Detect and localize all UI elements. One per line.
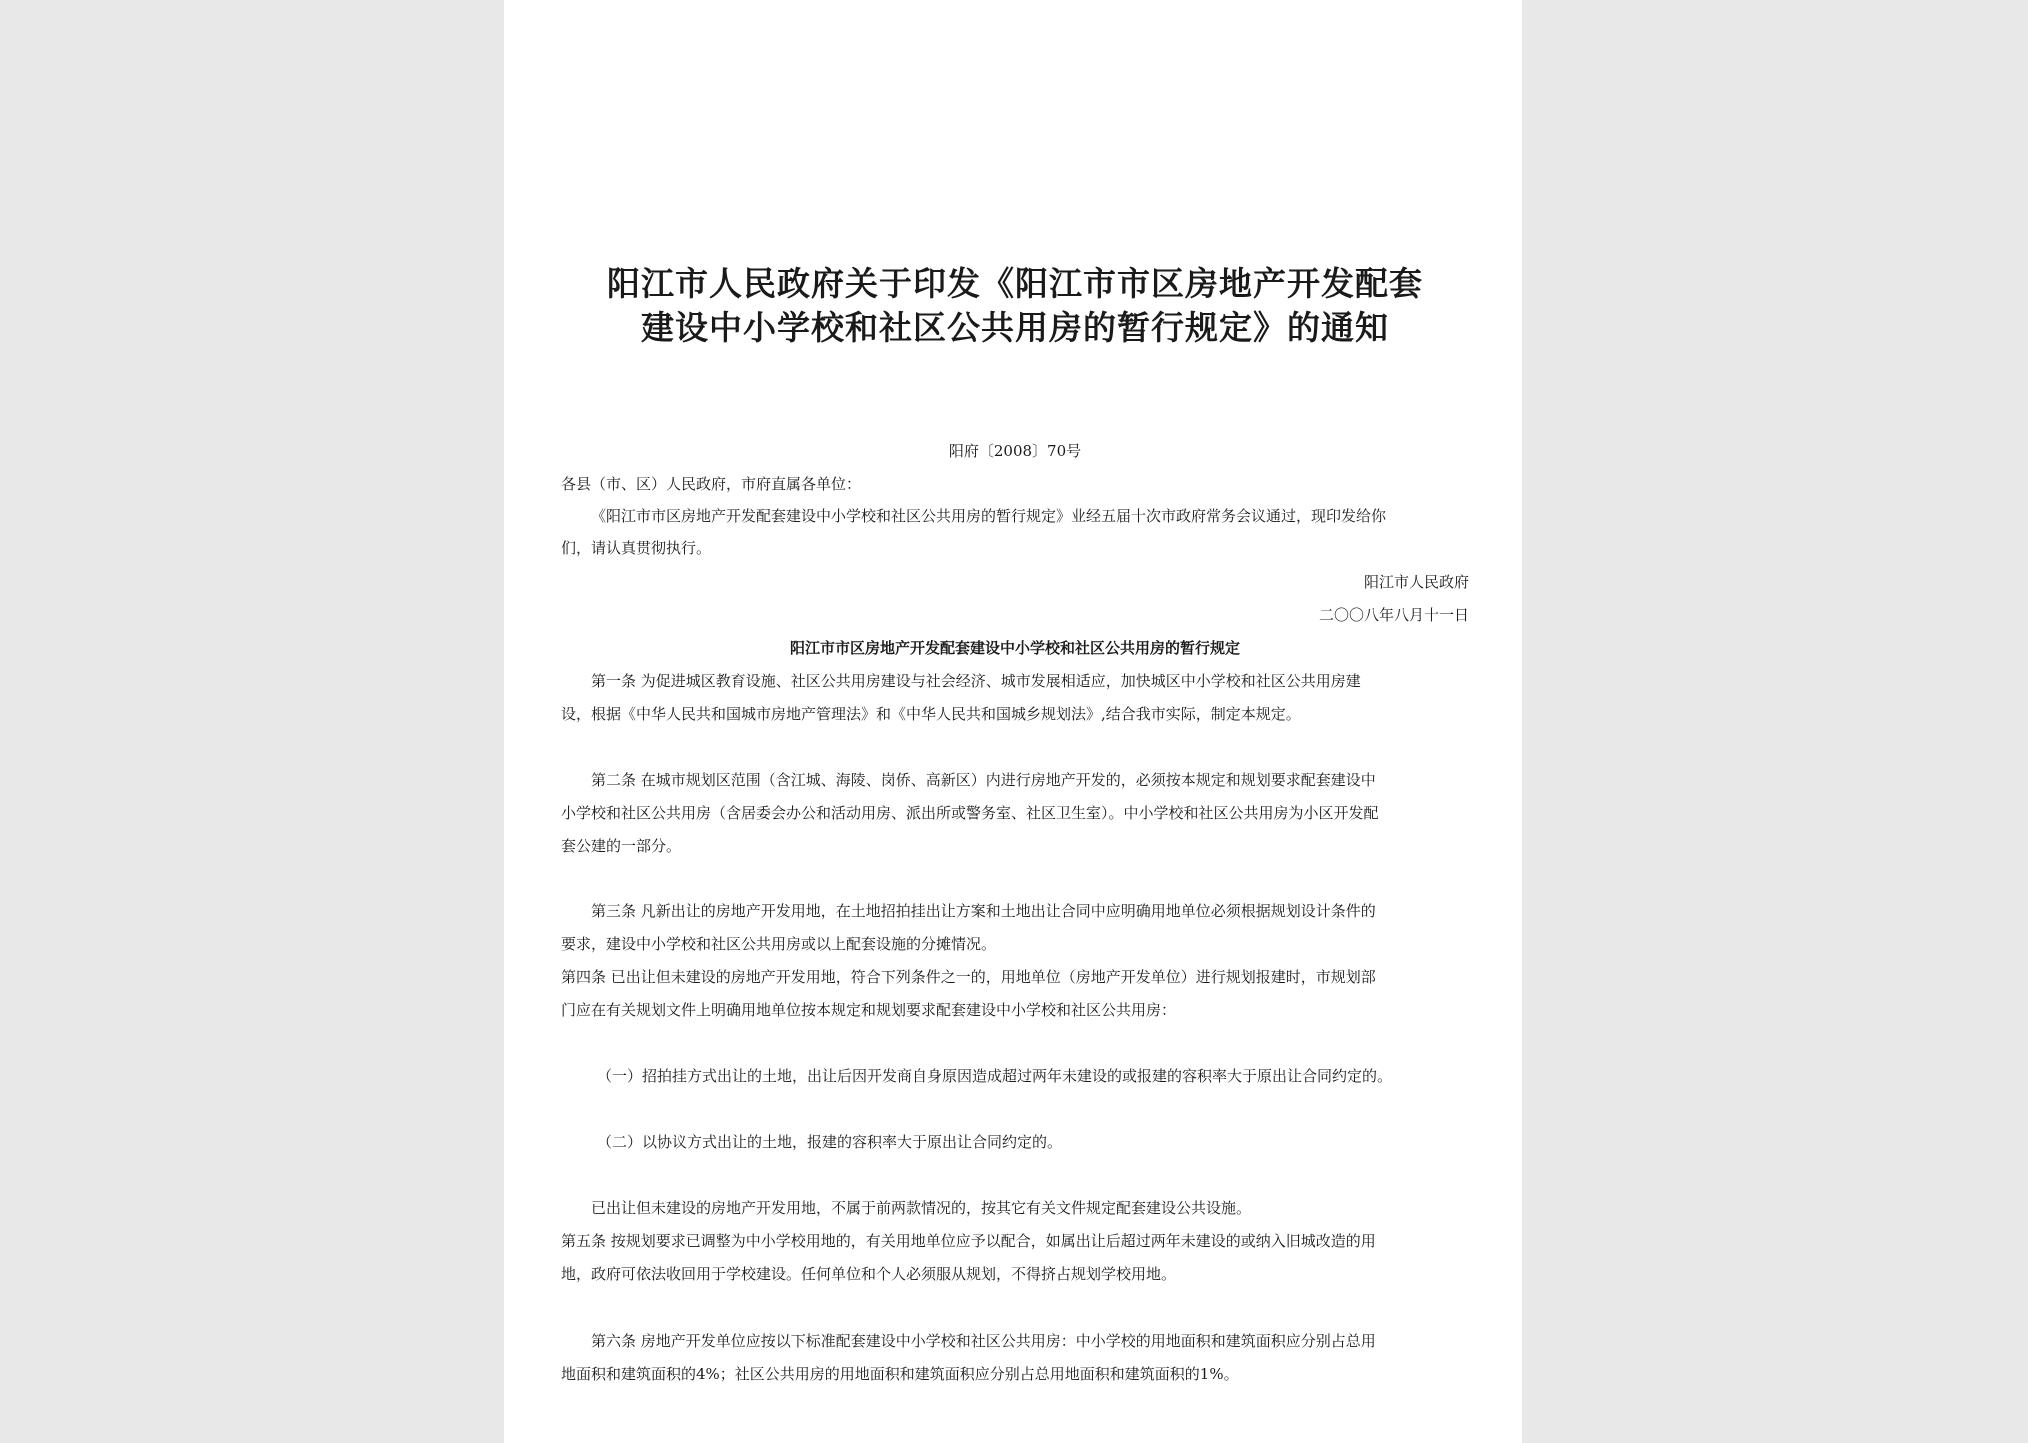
article-6-line-2: 地面积和建筑面积的4%；社区公共用房的用地面积和建筑面积应分别占总用地面积和建筑面积的1%。 (561, 1365, 1239, 1383)
notice-title-line-1: 阳江市人民政府关于印发《阳江市市区房地产开发配套 (607, 264, 1423, 303)
article-2-line-3: 套公建的一部分。 (561, 837, 682, 855)
article-3-line-1: 第三条 凡新出让的房地产开发用地，在土地招拍挂出让方案和土地出让合同中应明确用地单位必须根据规划设计条件的 (591, 902, 1376, 920)
article-2-line-2: 小学校和社区公共用房（含居委会办公和活动用房、派出所或警务室、社区卫生室）。中小学校和社区公共用房为小区开发配 (561, 804, 1379, 822)
article-4-line-2: 门应在有关规划文件上明确用地单位按本规定和规划要求配套建设中小学校和社区公共用房： (561, 1001, 1177, 1019)
regulation-title: 阳江市市区房地产开发配套建设中小学校和社区公共用房的暂行规定 (789, 639, 1240, 657)
article-1-line-1: 第一条 为促进城区教育设施、社区公共用房建设与社会经济、城市发展相适应，加快城区中小学校和社区公共用房建 (591, 672, 1361, 690)
issue-date: 二〇〇八年八月十一日 (1318, 606, 1469, 624)
article-3-line-2: 要求，建设中小学校和社区公共用房或以上配套设施的分摊情况。 (561, 935, 997, 953)
issuer: 阳江市人民政府 (1363, 573, 1469, 591)
article-4-other: 已出让但未建设的房地产开发用地，不属于前两款情况的，按其它有关文件规定配套建设公共设施。 (591, 1199, 1252, 1217)
article-2-line-1: 第二条 在城市规划区范围（含江城、海陵、岗侨、高新区）内进行房地产开发的，必须按本规定和规划要求配套建设中 (591, 771, 1376, 789)
notice-title-line-2: 建设中小学校和社区公共用房的暂行规定》的通知 (641, 308, 1389, 347)
document-page (504, 0, 1522, 1443)
article-1-line-2: 设，根据《中华人民共和国城市房地产管理法》和《中华人民共和国城乡规划法》,结合我市实际，制定本规定。 (561, 705, 1301, 723)
recipients: 各县（市、区）人民政府，市府直属各单位： (561, 475, 862, 493)
article-4-line-1: 第四条 已出让但未建设的房地产开发用地，符合下列条件之一的，用地单位（房地产开发单位）进行规划报建时，市规划部 (561, 968, 1376, 986)
article-4-item-2: （二）以协议方式出让的土地，报建的容积率大于原出让合同约定的。 (597, 1133, 1063, 1151)
document-number: 阳府〔2008〕70号 (948, 442, 1082, 460)
article-5-line-1: 第五条 按规划要求已调整为中小学校用地的，有关用地单位应予以配合，如属出让后超过两年未建设的或纳入旧城改造的用 (561, 1232, 1376, 1250)
article-5-line-2: 地，政府可依法收回用于学校建设。任何单位和个人必须服从规划，不得挤占规划学校用地。 (561, 1265, 1177, 1283)
intro-line-1: 《阳江市市区房地产开发配套建设中小学校和社区公共用房的暂行规定》业经五届十次市政府常务会议通过，现印发给你 (591, 507, 1387, 525)
article-4-item-1: （一）招拍挂方式出让的土地，出让后因开发商自身原因造成超过两年未建设的或报建的容积率大于原出让合同约定的。 (597, 1067, 1393, 1085)
article-6-line-1: 第六条 房地产开发单位应按以下标准配套建设中小学校和社区公共用房：中小学校的用地面积和建筑面积应分别占总用 (591, 1332, 1376, 1350)
intro-line-2: 们，请认真贯彻执行。 (561, 539, 712, 557)
